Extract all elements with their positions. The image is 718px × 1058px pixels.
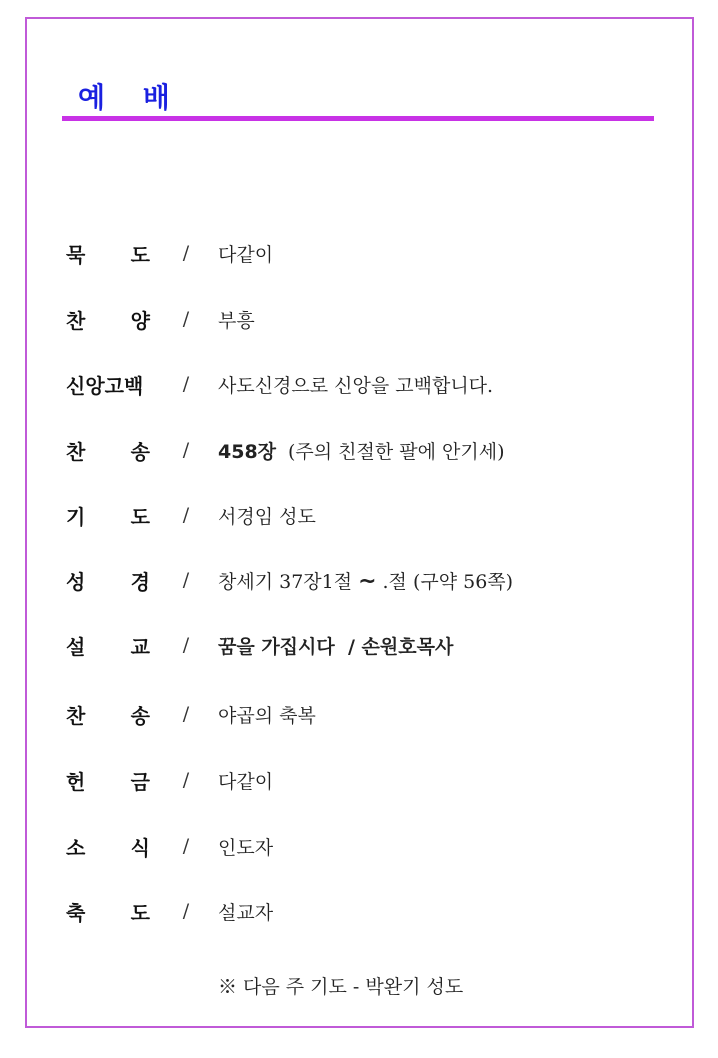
separator: / [182, 439, 190, 461]
separator: / [182, 308, 190, 330]
order-item-benediction [66, 896, 273, 926]
order-item-praise [66, 304, 255, 334]
title-underline [62, 116, 654, 121]
order-item-silent-prayer [66, 238, 273, 268]
next-week-note: ※ 다음 주 기도 - 박완기 성도 [218, 976, 464, 998]
order-item-announcements [66, 831, 273, 861]
item-value: 다같이 [218, 770, 274, 793]
separator: / [182, 373, 190, 395]
item-label: 헌 금 [66, 769, 150, 794]
separator: / [182, 634, 190, 656]
item-label: 찬 송 [66, 439, 150, 464]
item-value: 서경임 성도 [218, 505, 316, 528]
item-value: 설교자 [218, 901, 274, 924]
separator: / [182, 504, 190, 526]
page-title: 예 배 [78, 81, 171, 114]
item-value: 458장 (주의 친절한 팔에 안기세) [218, 440, 505, 463]
item-label: 축 도 [66, 900, 150, 925]
order-item-scripture [66, 565, 513, 595]
order-item-hymn [66, 435, 505, 465]
separator: / [182, 242, 190, 264]
item-value: 사도신경으로 신앙을 고백합니다. [218, 374, 494, 397]
item-value: 야곱의 축복 [218, 704, 316, 727]
item-label: 묵 도 [66, 242, 150, 267]
item-label: 신앙고백 [66, 373, 144, 398]
item-label: 소 식 [66, 835, 150, 860]
order-item-offering [66, 765, 273, 795]
item-label: 성 경 [66, 569, 150, 594]
item-value: 창세기 37장1절 ~ .절 (구약 56쪽) [218, 568, 514, 594]
separator: / [182, 569, 190, 591]
separator: / [182, 835, 190, 857]
order-item-prayer [66, 500, 316, 530]
item-label: 찬 양 [66, 308, 150, 333]
item-value: 다같이 [218, 243, 274, 266]
order-item-sermon [66, 630, 453, 660]
item-label: 찬 송 [66, 703, 150, 728]
separator: / [182, 769, 190, 791]
item-label: 기 도 [66, 504, 150, 529]
separator: / [182, 703, 190, 725]
item-value: 부흥 [218, 309, 255, 332]
order-item-confession [66, 369, 493, 399]
item-value: 인도자 [218, 836, 274, 859]
separator: / [182, 900, 190, 922]
order-item-hymn-2 [66, 699, 316, 729]
item-label: 설 교 [66, 634, 150, 659]
item-value: 꿈을 가집시다 / 손원호목사 [218, 635, 454, 658]
